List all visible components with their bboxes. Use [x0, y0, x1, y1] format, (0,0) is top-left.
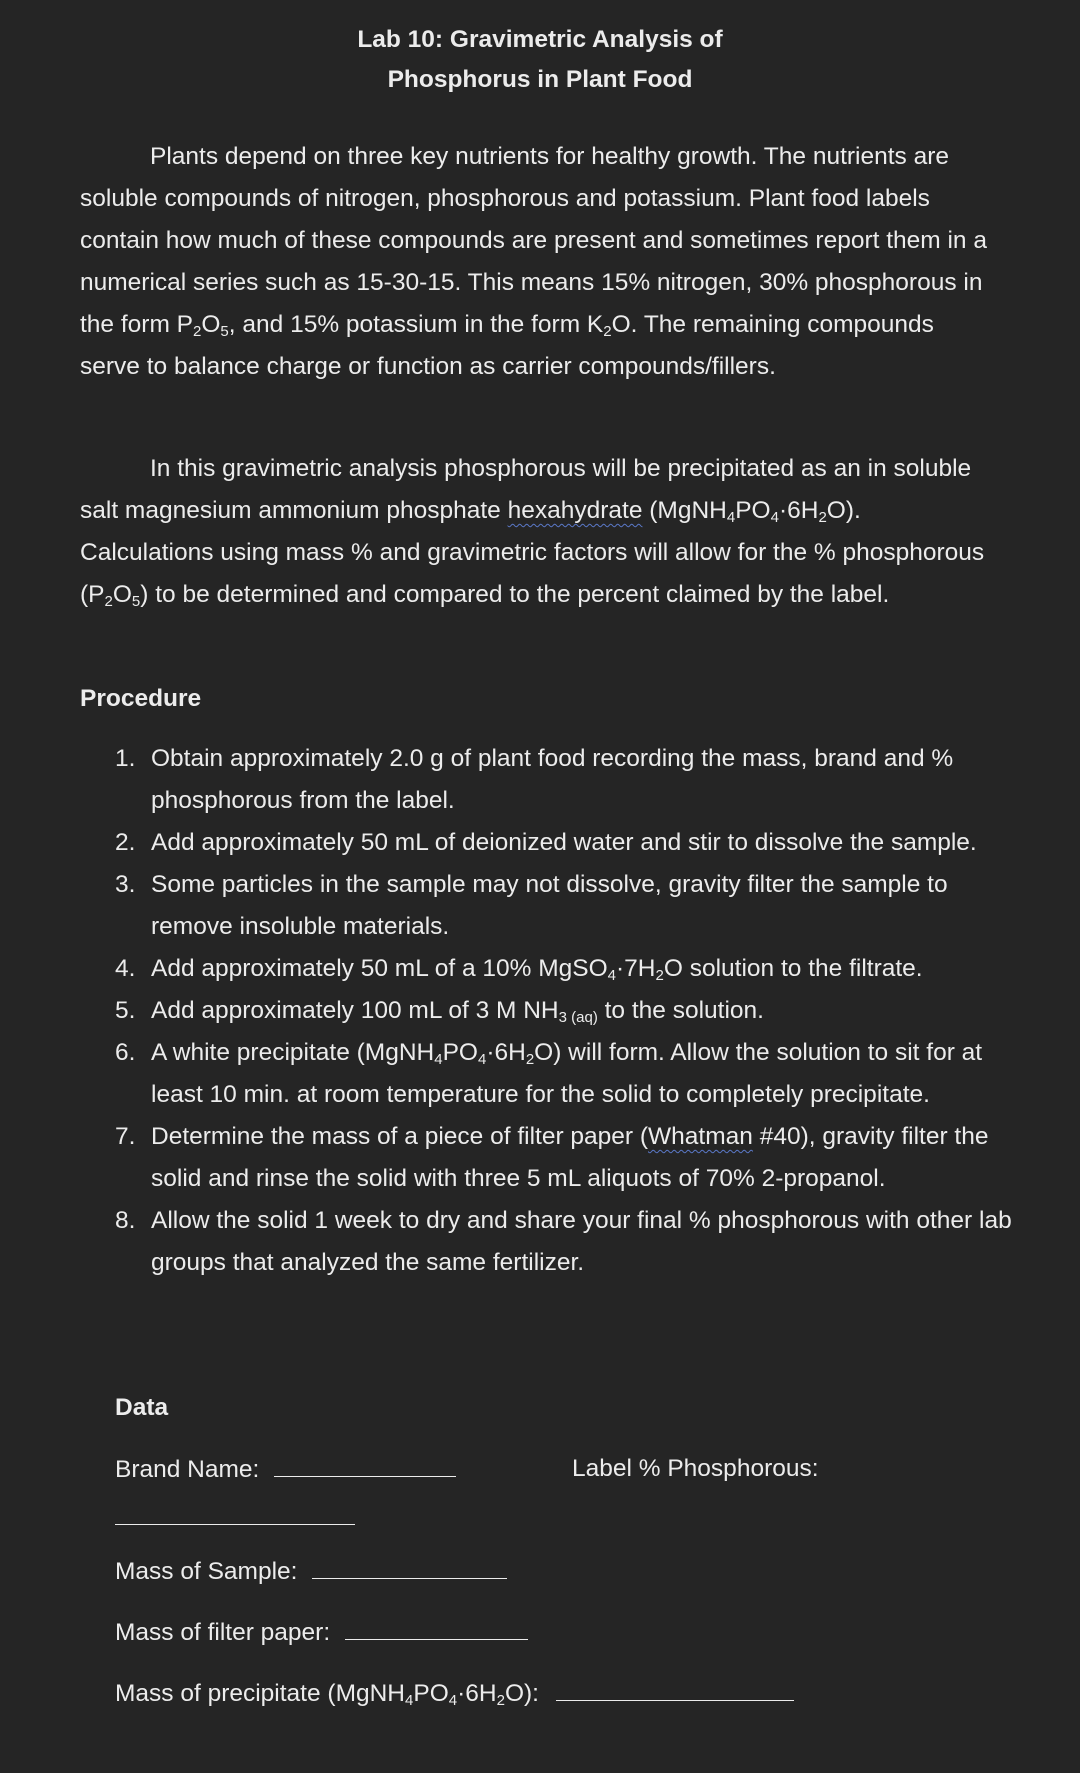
procedure-step: 2. Add approximately 50 mL of deionized water and stir to dissolve the sample. — [115, 829, 977, 856]
mass-precipitate-field — [115, 1672, 794, 1715]
mass-filter-blank[interactable] — [345, 1611, 528, 1640]
procedure-heading: Procedure — [80, 685, 202, 712]
procedure-step: 1. Obtain approximately 2.0 g of plant food recording the mass, brand and % phosphorous from the label. — [115, 745, 954, 814]
procedure-step: 8. Allow the solid 1 week to dry and share your final % phosphorous with other lab groups that analyzed the same fertilizer. — [115, 1207, 1012, 1276]
label-phosphorous-label: Label % Phosphorous: — [572, 1455, 819, 1482]
intro-paragraph-2: In this gravimetric analysis phosphorous will be precipitated as an in soluble salt magnesium ammonium phosphate hexahydrate $(MgNH_4PO_4\cdot 6H_2O)$. Calculations using mass % and gravimetric factors will allow for the % phosphorous $(P_2O_5)$ to be determined and compared to the percent claimed by the label. — [80, 455, 985, 610]
title-line-2: Phosphorus in Plant Food — [387, 66, 693, 93]
mass-precipitate-label: Mass of precipitate $(MgNH_4PO_4\cdot 6H_2O)$: — [115, 1680, 539, 1709]
procedure-step: 5. Add approximately 100 mL of 3 M $NH_{3 (aq)}$ to the solution. — [115, 997, 764, 1026]
mass-filter-label: Mass of filter paper: — [115, 1619, 331, 1646]
mass-filter-field — [115, 1611, 528, 1654]
mass-sample-field — [115, 1550, 507, 1593]
mass-sample-label: Mass of Sample: — [115, 1558, 298, 1585]
title-line-1: Lab 10: Gravimetric Analysis of — [357, 26, 723, 53]
brand-name-label: Brand Name: — [115, 1456, 260, 1483]
document-title — [0, 20, 1080, 100]
spellcheck-word: hexahydrate — [507, 497, 643, 524]
procedure-step: 7. Determine the mass of a piece of filter paper (Whatman #40), gravity filter the solid and rinse the solid with three 5 mL aliquots of 70% 2-propanol. — [115, 1123, 989, 1192]
spellcheck-word: Whatman — [648, 1123, 753, 1150]
label-phosphorous-blank[interactable] — [115, 1494, 355, 1525]
procedure-step: 6. A white precipitate $(MgNH_4PO_4\cdot 6H_2O)$ will form. Allow the solution to sit for at least 10 min. at room temperature for the solid to completely precipitate. — [115, 1039, 983, 1108]
label-phosphorous-field — [572, 1448, 819, 1490]
mass-precipitate-blank[interactable] — [556, 1672, 794, 1701]
procedure-list — [115, 738, 1015, 1284]
procedure-step: 4. Add approximately 50 mL of a 10% $MgSO_4\cdot 7H_2O$ solution to the filtrate. — [115, 955, 923, 984]
mass-sample-blank[interactable] — [312, 1550, 507, 1579]
brand-name-field — [115, 1448, 456, 1491]
data-heading: Data — [115, 1394, 169, 1421]
intro-paragraph-1: Plants depend on three key nutrients for healthy growth. The nutrients are soluble compounds of nitrogen, phosphorous and potassium. Plant food labels contain how much of these compounds are present and sometimes report them in a numerical series such as 15-30-15. This means 15% nitrogen, 30% phosphorous in the form $P_2O_5$, and 15% potassium in the form $K_2O$. The remaining compounds serve to balance charge or function as carrier compounds/fillers. — [80, 143, 987, 380]
brand-name-blank[interactable] — [274, 1448, 456, 1477]
procedure-step: 3. Some particles in the sample may not dissolve, gravity filter the sample to remove insoluble materials. — [115, 871, 948, 940]
